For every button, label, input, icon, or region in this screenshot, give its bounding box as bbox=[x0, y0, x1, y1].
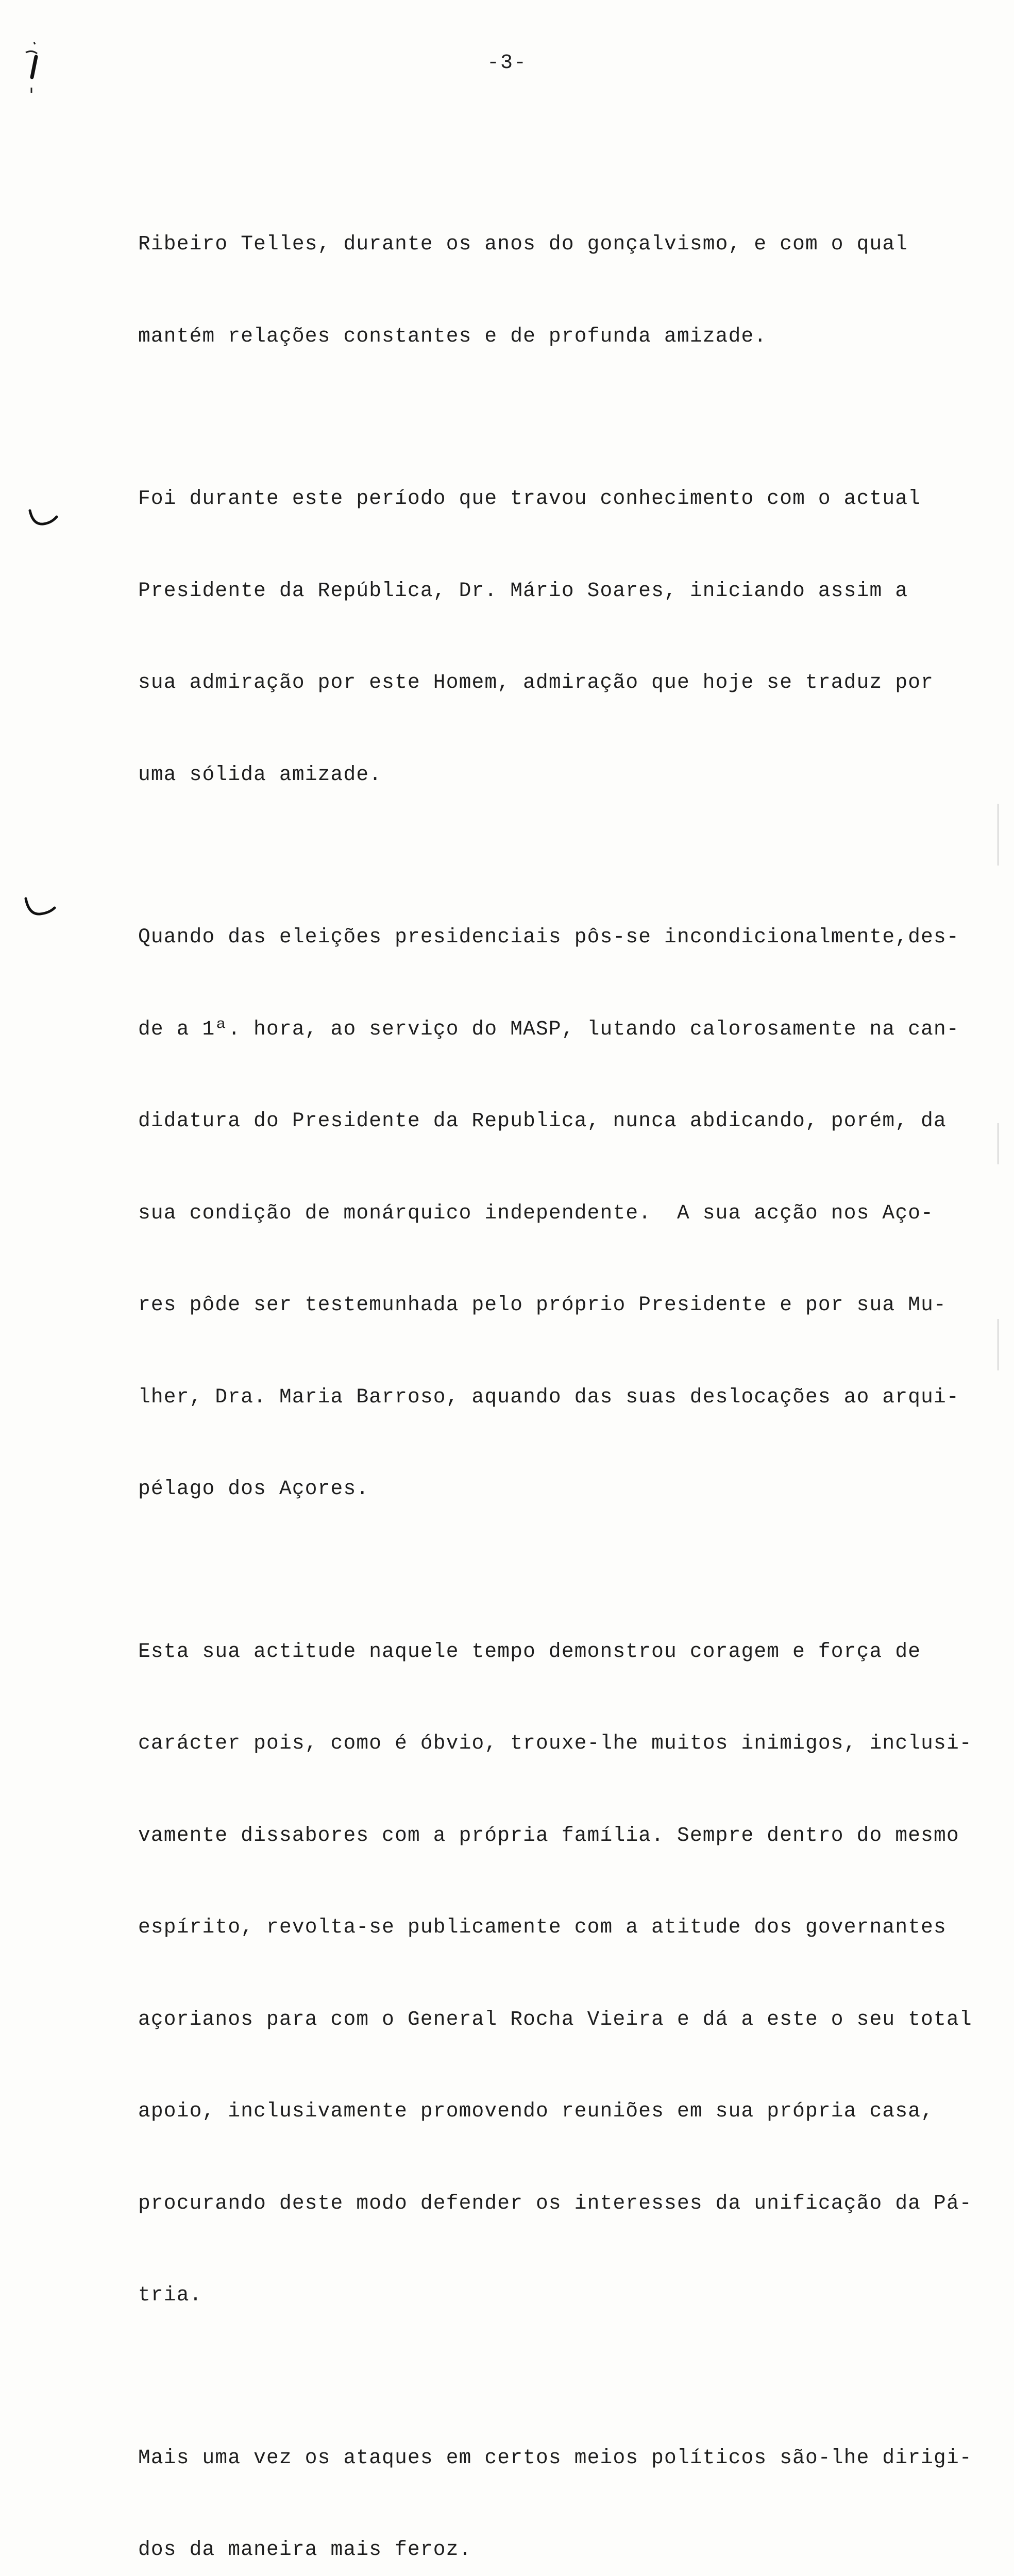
text-line: Esta sua actitude naquele tempo demonstrou coragem e força de bbox=[138, 1636, 973, 1667]
text-line: Quando das eleições presidenciais pôs-se incondicionalmente,des- bbox=[138, 922, 973, 953]
text-line: uma sólida amizade. bbox=[138, 759, 973, 790]
text-line: res pôde ser testemunhada pelo próprio Presidente e por sua Mu- bbox=[138, 1290, 973, 1320]
handwritten-tick-mark bbox=[25, 41, 40, 98]
text-line: pélago dos Açores. bbox=[138, 1473, 973, 1504]
text-line: Presidente da República, Dr. Mário Soares, iniciando assim a bbox=[138, 575, 973, 606]
paragraph bbox=[138, 2381, 973, 2576]
paragraph bbox=[138, 1575, 973, 2372]
handwritten-check-mark bbox=[24, 896, 57, 918]
scan-edge-artifact bbox=[998, 1319, 999, 1370]
paragraph bbox=[138, 422, 973, 851]
text-line: açorianos para com o General Rocha Vieira e dá a este o seu total bbox=[138, 2004, 973, 2035]
text-line: apoio, inclusivamente promovendo reuniões em sua própria casa, bbox=[138, 2096, 973, 2127]
handwritten-check-mark bbox=[28, 507, 59, 528]
page-number: -3- bbox=[0, 52, 1014, 75]
text-line: carácter pois, como é óbvio, trouxe-lhe muitos inimigos, inclusi- bbox=[138, 1728, 973, 1759]
scan-edge-artifact bbox=[998, 804, 999, 866]
text-line: Mais uma vez os ataques em certos meios políticos são-lhe dirigi- bbox=[138, 2443, 973, 2473]
text-line: dos da maneira mais feroz. bbox=[138, 2534, 973, 2565]
paragraph bbox=[138, 860, 973, 1566]
text-line: tria. bbox=[138, 2280, 973, 2311]
text-line: didatura do Presidente da Republica, nunca abdicando, porém, da bbox=[138, 1106, 973, 1137]
text-line: vamente dissabores com a própria família. Sempre dentro do mesmo bbox=[138, 1820, 973, 1851]
text-line: Ribeiro Telles, durante os anos do gonçalvismo, e com o qual bbox=[138, 229, 973, 260]
text-line: de a 1ª. hora, ao serviço do MASP, lutando calorosamente na can- bbox=[138, 1014, 973, 1045]
text-line: lher, Dra. Maria Barroso, aquando das suas deslocações ao arqui- bbox=[138, 1382, 973, 1413]
paragraph bbox=[138, 167, 973, 413]
text-line: procurando deste modo defender os interesses da unificação da Pá- bbox=[138, 2188, 973, 2219]
text-line: espírito, revolta-se publicamente com a atitude dos governantes bbox=[138, 1912, 973, 1943]
text-line: sua condição de monárquico independente. A sua acção nos Aço- bbox=[138, 1198, 973, 1229]
document-body bbox=[138, 167, 973, 2576]
text-line: sua admiração por este Homem, admiração que hoje se traduz por bbox=[138, 667, 973, 698]
text-line: mantém relações constantes e de profunda amizade. bbox=[138, 321, 973, 352]
text-line: Foi durante este período que travou conhecimento com o actual bbox=[138, 483, 973, 514]
scan-edge-artifact bbox=[998, 1123, 999, 1164]
